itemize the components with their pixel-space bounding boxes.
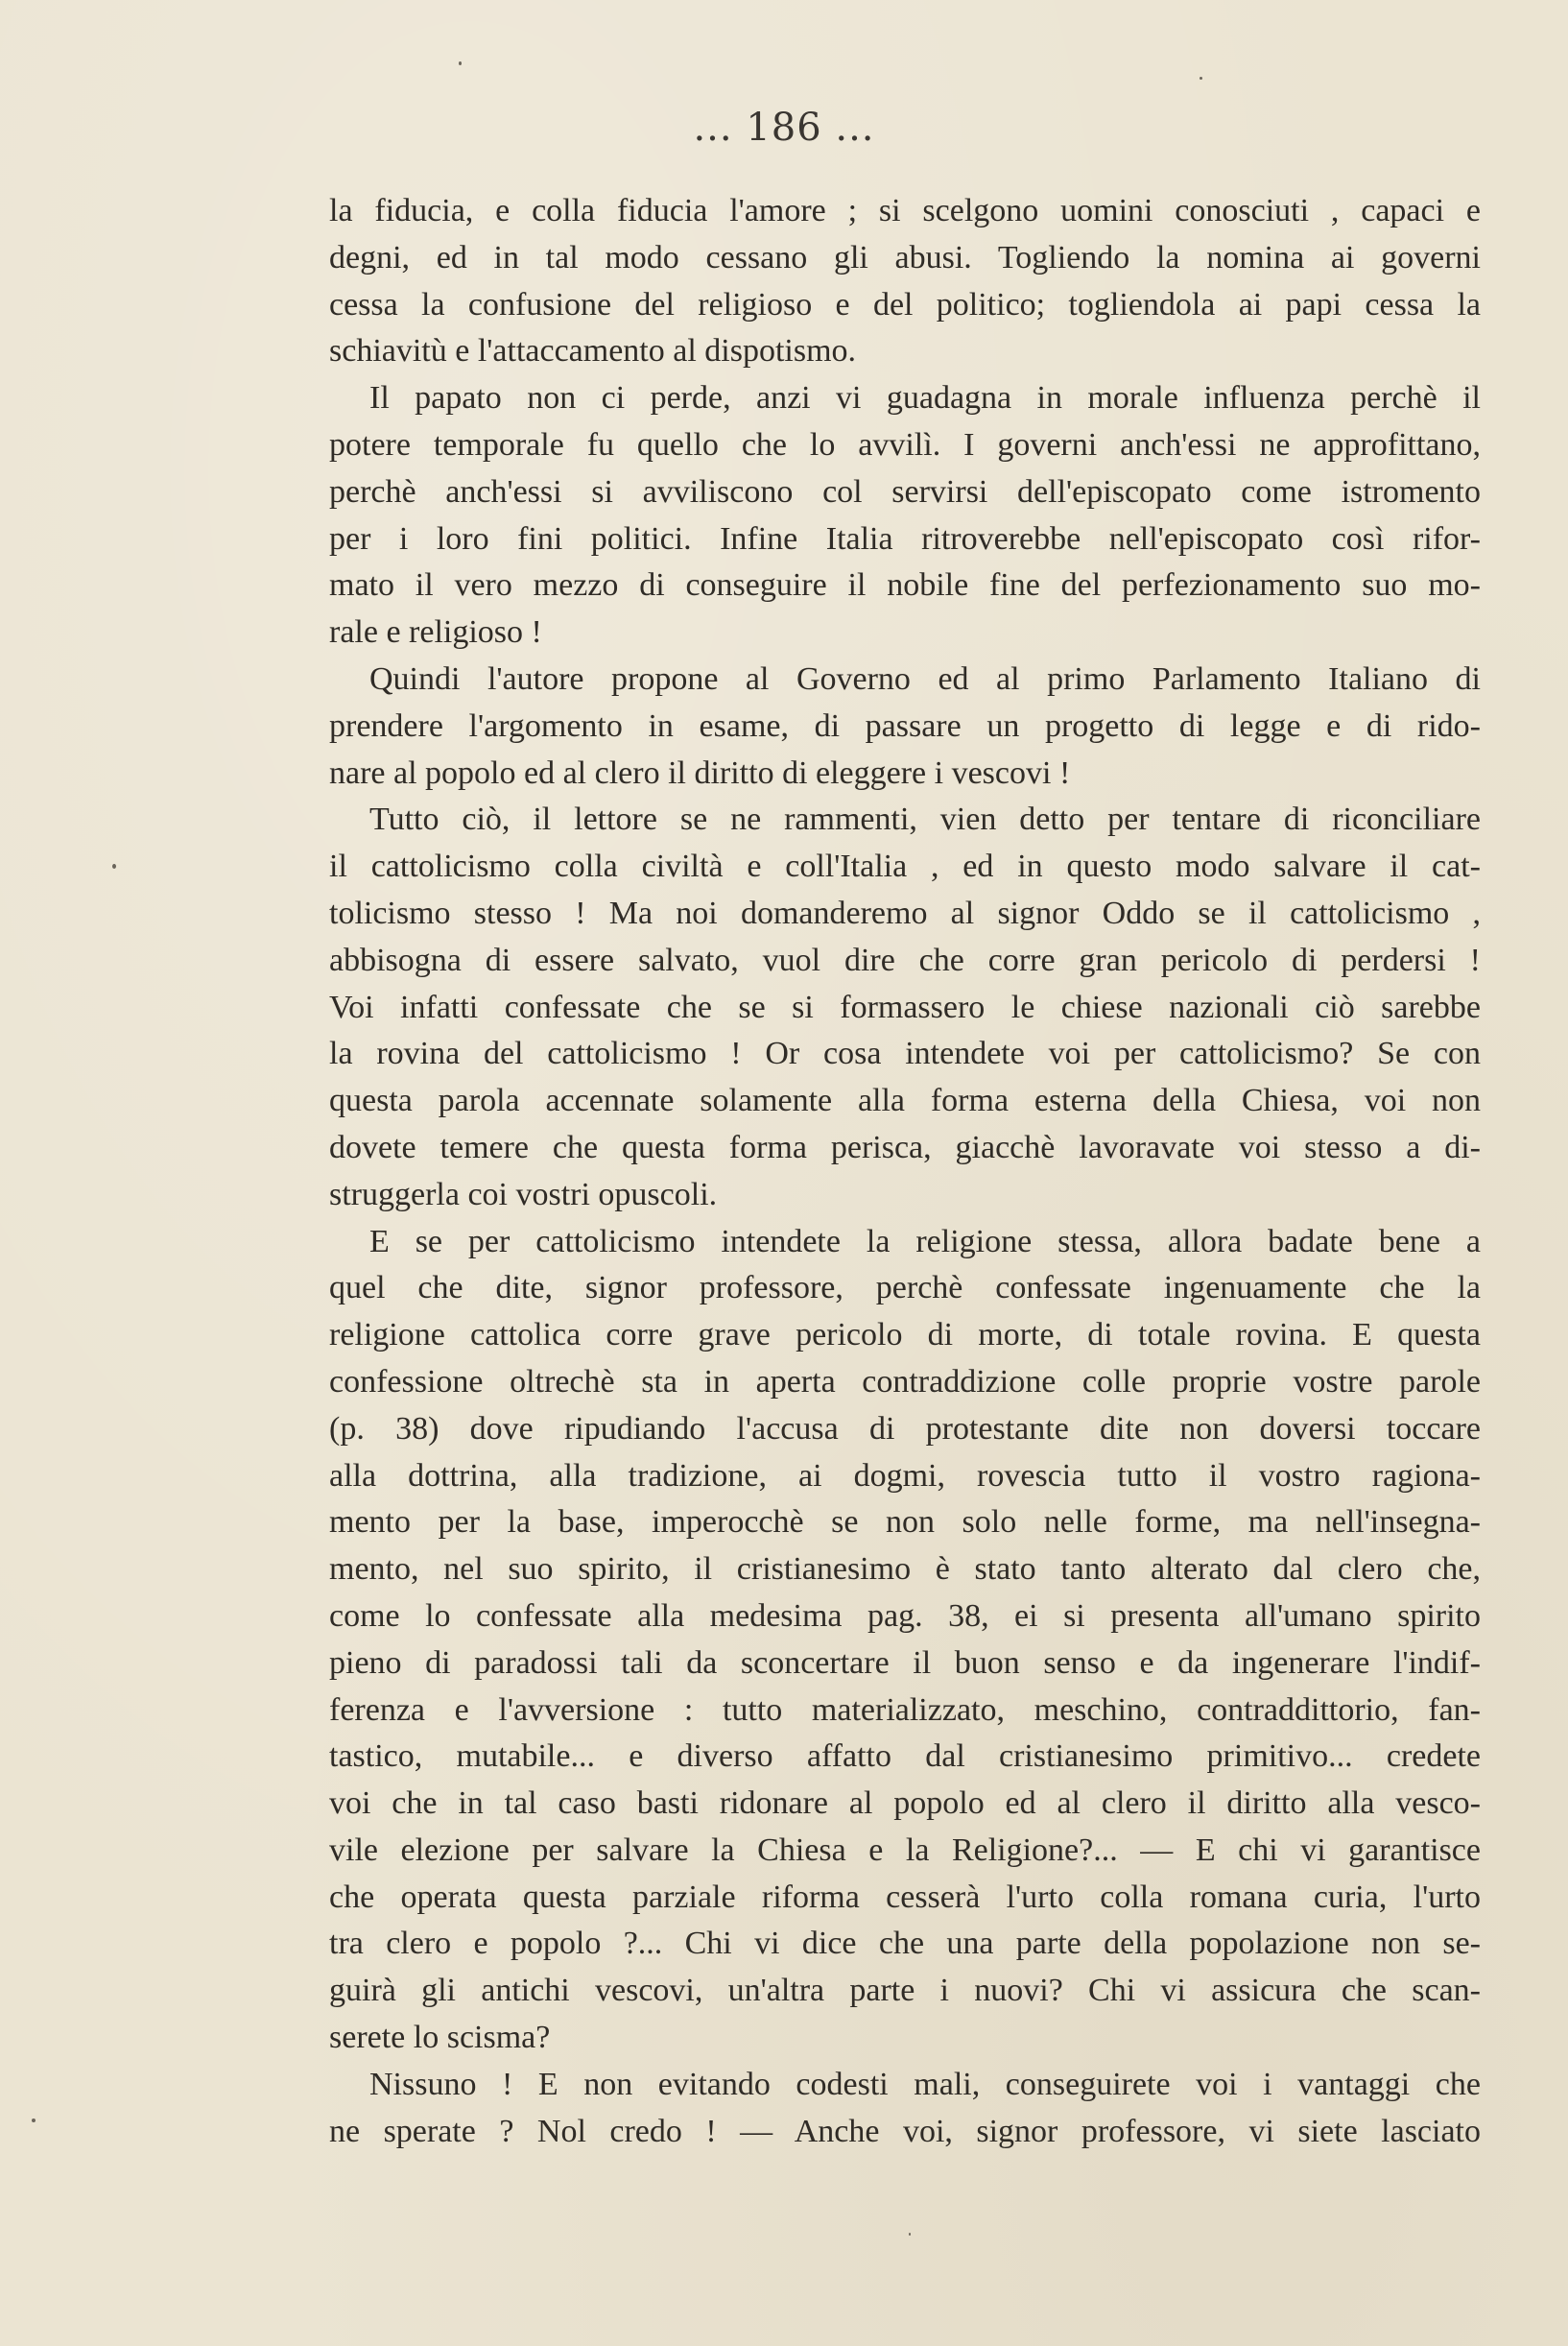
text-line: alla dottrina, alla tradizione, ai dogmi, rovescia tutto il vostro ragiona- — [329, 1457, 1481, 1494]
text-line: tra clero e popolo ?... Chi vi dice che una parte della popolazione non se- — [329, 1926, 1481, 1962]
text-line: Tutto ciò, il lettore se ne rammenti, vien detto per tentare di riconciliare — [369, 802, 1481, 838]
text-line: rale e religioso ! — [329, 614, 542, 651]
text-line: mento per la base, imperocchè se non solo nelle forme, ma nell'insegna- — [329, 1504, 1481, 1541]
text-line: ferenza e l'avversione : tutto materializzato, meschino, contraddittorio, fan- — [329, 1691, 1481, 1728]
text-line: struggerla coi vostri opuscoli. — [329, 1176, 718, 1212]
text-line: il cattolicismo colla civiltà e coll'Italia , ed in questo modo salvare il cat- — [329, 849, 1481, 885]
text-line: vile elezione per salvare la Chiesa e la Religione?... — E chi vi garantisce — [329, 1831, 1481, 1868]
text-line: pieno di paradossi tali da sconcertare il buon senso e da ingenerare l'indif- — [329, 1644, 1481, 1681]
text-line: cessa la confusione del religioso e del politico; togliendola ai papi cessa la — [329, 286, 1481, 323]
text-line: abbisogna di essere salvato, vuol dire che corre gran pericolo di perdersi ! — [329, 942, 1481, 978]
text-line: che operata questa parziale riforma cesserà l'urto colla romana curia, l'urto — [329, 1879, 1481, 1915]
text-line: perchè anch'essi si avviliscono col servirsi dell'episcopato come istromento — [329, 473, 1481, 510]
text-line: schiavitù e l'attaccamento al dispotismo. — [329, 333, 857, 370]
paper-speck — [909, 2233, 911, 2236]
text-line: voi che in tal caso basti ridonare al popolo ed al clero il diritto alla vesco- — [329, 1785, 1481, 1822]
text-line: come lo confessate alla medesima pag. 38, ei si presenta all'umano spirito — [329, 1597, 1481, 1634]
text-line: serete lo scisma? — [329, 2020, 551, 2056]
text-line: E se per cattolicismo intendete la religione stessa, allora badate bene a — [369, 1223, 1481, 1259]
text-line: Il papato non ci perde, anzi vi guadagna in morale influenza perchè il — [369, 380, 1481, 417]
text-line: Voi infatti confessate che se si formassero le chiese nazionali ciò sarebbe — [329, 989, 1481, 1025]
text-line: per i loro fini politici. Infine Italia ritroverebbe nell'episcopato così rifor- — [329, 520, 1481, 557]
text-line: religione cattolica corre grave pericolo di morte, di totale rovina. E questa — [329, 1317, 1481, 1353]
text-line: degni, ed in tal modo cessano gli abusi. Togliendo la nomina ai governi — [329, 239, 1481, 275]
text-line: quel che dite, signor professore, perchè confessate ingenuamente che la — [329, 1270, 1481, 1306]
paper-speck — [112, 864, 116, 869]
text-line: la rovina del cattolicismo ! Or cosa intendete voi per cattolicismo? Se con — [329, 1036, 1481, 1072]
paper-speck — [32, 2119, 36, 2122]
text-line: tastico, mutabile... e diverso affatto dal cristianesimo primitivo... credete — [329, 1738, 1481, 1775]
text-line: guirà gli antichi vescovi, un'altra parte i nuovi? Chi vi assicura che scan- — [329, 1973, 1481, 2009]
text-line: mento, nel suo spirito, il cristianesimo è stato tanto alterato dal clero che, — [329, 1551, 1481, 1588]
text-line: (p. 38) dove ripudiando l'accusa di protestante dite non doversi toccare — [329, 1410, 1481, 1447]
paper-speck — [1200, 77, 1202, 80]
text-line: dovete temere che questa forma perisca, giacchè lavoravate voi stesso a di- — [329, 1129, 1481, 1165]
text-line: mato il vero mezzo di conseguire il nobile fine del perfezionamento suo mo- — [329, 567, 1481, 604]
text-line: Nissuno ! E non evitando codesti mali, conseguirete voi i vantaggi che — [369, 2066, 1481, 2102]
text-line: Quindi l'autore propone al Governo ed al primo Parlamento Italiano di — [369, 660, 1481, 697]
page-number: ... 186 ... — [693, 106, 875, 150]
text-line: nare al popolo ed al clero il diritto di eleggere i vescovi ! — [329, 754, 1071, 791]
paper-speck — [459, 61, 462, 65]
text-line: ne sperate ? Nol credo ! — Anche voi, signor professore, vi siete lasciato — [329, 2113, 1481, 2149]
text-line: questa parola accennate solamente alla forma esterna della Chiesa, voi non — [329, 1083, 1481, 1119]
text-line: potere temporale fu quello che lo avvilì. I governi anch'essi ne approfittano, — [329, 426, 1481, 463]
text-line: la fiducia, e colla fiducia l'amore ; si scelgono uomini conosciuti , capaci e — [329, 193, 1481, 228]
text-line: confessione oltrechè sta in aperta contraddizione colle proprie vostre parole — [329, 1363, 1481, 1400]
text-line: tolicismo stesso ! Ma noi domanderemo al signor Oddo se il cattolicismo , — [329, 895, 1481, 931]
body-text — [329, 188, 1481, 2155]
text-line: prendere l'argomento in esame, di passare un progetto di legge e di rido- — [329, 707, 1481, 744]
